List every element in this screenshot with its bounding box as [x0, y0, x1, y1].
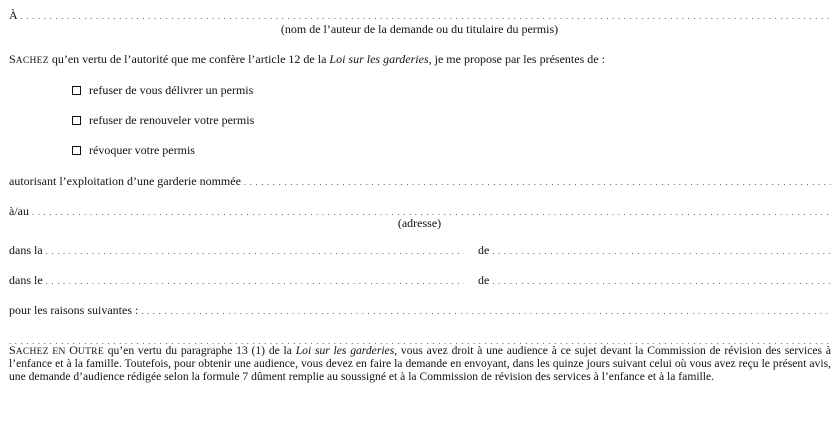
closing-sc-achez: ACHEZ — [15, 347, 49, 357]
option-label-refuse-issue: refuser de vous délivrer un permis — [89, 83, 254, 97]
dans-la-field[interactable] — [9, 243, 464, 257]
dans-le-blank[interactable] — [46, 273, 464, 289]
intro-sachez-initial: S — [9, 52, 16, 66]
closing-sc-o: O — [69, 343, 78, 357]
dans-le-de-label: de — [478, 273, 490, 287]
recipient-line[interactable] — [9, 8, 831, 22]
address-prefix: à/au — [9, 204, 29, 218]
option-refuse-issue[interactable] — [72, 83, 253, 97]
dans-la-de-label: de — [478, 243, 490, 257]
intro-text-before-law: qu’en vertu de l’autorité que me confère l’article 12 de la — [48, 52, 330, 66]
author-caption: (nom de l’auteur de la demande ou du titulaire du permis) — [280, 22, 559, 36]
reasons-line[interactable] — [9, 303, 831, 317]
intro-text — [9, 52, 605, 68]
dans-la-de-blank[interactable] — [492, 243, 831, 259]
address-caption: (adresse) — [397, 216, 442, 230]
recipient-prefix: À — [9, 8, 18, 22]
dans-la-label: dans la — [9, 243, 43, 257]
reasons-label: pour les raisons suivantes : — [9, 303, 139, 317]
intro-law-name: Loi sur les garderies — [329, 52, 429, 66]
dans-la-de-field[interactable] — [478, 243, 831, 257]
closing-text-before-law: qu’en vertu du paragraphe 13 (1) de la — [103, 344, 296, 357]
checkbox-refuse-renew[interactable] — [72, 116, 81, 125]
intro-sachez-rest: ACHEZ — [15, 56, 49, 66]
closing-text-after-law: , vous avez droit à une audience à ce sujet devant la Commission de révision des services à l’enfance et à la famille. Toutefois, pour obtenir une audience, vous devez en faire la demande en envoyant, dans les quinze jours suivant celui où vous avez reçu le présent avis, une demande d’audience rédigée selon la formule 7 dûment remplie au soussigné et à la Commission de révision des services à l’enfance et à la famille. — [9, 344, 831, 383]
daycare-name-line[interactable] — [9, 174, 831, 188]
closing-paragraph — [9, 344, 831, 383]
reasons-blank[interactable] — [141, 303, 831, 319]
intro-text-after-law: , je me propose par les présentes de : — [428, 52, 605, 66]
closing-sc-s: S — [9, 343, 16, 357]
option-refuse-renew[interactable] — [72, 113, 254, 127]
option-label-refuse-renew: refuser de renouveler votre permis — [89, 113, 255, 127]
daycare-label: autorisant l’exploitation d’une garderie nommée — [9, 174, 241, 188]
dans-le-label: dans le — [9, 273, 43, 287]
checkbox-revoke[interactable] — [72, 146, 81, 155]
checkbox-refuse-issue[interactable] — [72, 86, 81, 95]
closing-sc-utre: UTRE — [77, 347, 104, 357]
closing-law-name: Loi sur les garderies — [295, 344, 395, 357]
dans-le-de-field[interactable] — [478, 273, 831, 287]
dans-le-field[interactable] — [9, 273, 464, 287]
daycare-name-blank[interactable] — [244, 174, 831, 190]
option-label-revoke: révoquer votre permis — [89, 143, 195, 157]
dans-la-blank[interactable] — [46, 243, 464, 259]
closing-sc-en: EN — [48, 347, 70, 357]
option-revoke[interactable] — [72, 143, 195, 157]
intro-sentence — [9, 52, 831, 66]
dans-le-de-blank[interactable] — [492, 273, 831, 289]
